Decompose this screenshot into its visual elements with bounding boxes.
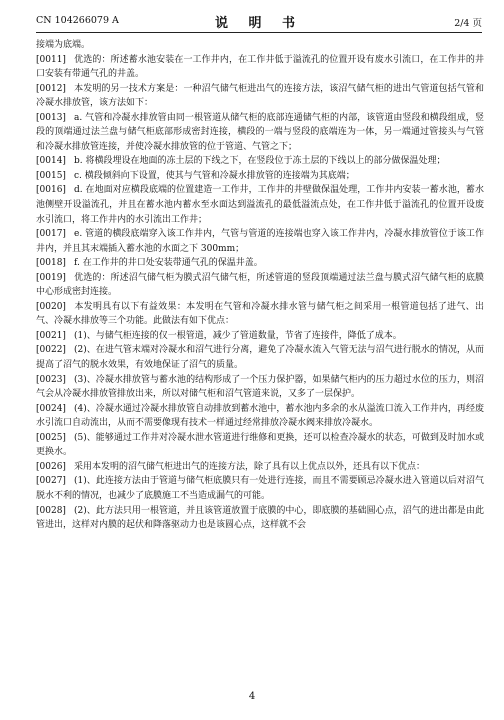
paragraph-number: [0028] (36, 505, 66, 516)
paragraph (36, 474, 484, 503)
paragraph-number: [0026] (36, 461, 66, 472)
paragraph (36, 256, 484, 271)
paragraph-text: (2)、此方法只用一根管道，并且该管道放置于底膜的中心，即底膜的基础圆心点，沼气的进出都是由此管进出，这样对内膜的起伏和降落驱动力也是该圆心点，这样就不会 (36, 505, 484, 531)
paragraph (36, 82, 484, 111)
paragraph (36, 402, 484, 431)
paragraph (36, 431, 484, 460)
paragraph-text: 本发明具有以下有益效果：本发明在气管和冷凝水排水管与储气柜之间采用一根管道包括了进气、出气、冷凝水排放等三个功能。此做法有如下优点： (36, 301, 484, 327)
paragraph-text: (5)、能够通过工作井对冷凝水泄水管道进行维修和更换，还可以检查冷凝水的状态，可做到及时加水或更换水。 (36, 432, 484, 458)
paragraph-text: 本发明的另一技术方案是：一种沼气储气柜进出气的连接方法，该沼气储气柜的进出气管道包括气管和冷凝水排放管，该方法如下： (36, 83, 484, 109)
paragraph-number: [0014] (36, 156, 66, 167)
paragraph-number: [0023] (36, 374, 66, 385)
paragraph-text: a. 气管和冷凝水排放管由同一根管道从储气柜的底部连通储气柜的内部，该管道由竖段和横段组成，竖段的顶端通过法兰盘与储气柜底部形成密封连接，横段的一端与竖段的底端连为一体，另一端通过管接头与气管和冷凝水排放管连接，并使冷凝水排放管的位于管道、气管之下； (36, 112, 484, 152)
paragraph-number: [0024] (36, 403, 66, 414)
paragraph-number: [0013] (36, 112, 66, 123)
paragraph-text: c. 横段倾斜向下设置，使其与气管和冷凝水排放管的连接端为其底端； (74, 170, 355, 181)
paragraph-text: 采用本发明的沼气储气柜进出气的连接方法，除了具有以上优点以外，还具有以下优点： (74, 461, 426, 472)
paragraph (36, 460, 484, 475)
paragraph (36, 271, 484, 300)
paragraph-number: [0012] (36, 83, 66, 94)
paragraph-number: [0022] (36, 345, 66, 356)
paragraph-number: [0016] (36, 185, 66, 196)
paragraph-number: [0015] (36, 170, 66, 181)
paragraph-text: 优选的：所述蓄水池安装在一工作井内，在工作井低于溢流孔的位置开设有废水引流口，在工作井的井口安装有带通气孔的井盖。 (36, 54, 484, 80)
paragraph (36, 111, 484, 155)
paragraph (36, 300, 484, 329)
paragraph-number: [0025] (36, 432, 66, 443)
paragraph-number: [0021] (36, 330, 66, 341)
document-body (36, 38, 484, 533)
paragraph-text: (2)、在进气管末端对冷凝水和沼气进行分离，避免了冷凝水流入气管无法与沼气进行脱水的情况，从而提高了沼气的脱水效果，有效地保证了沼气的质量。 (36, 345, 484, 371)
paragraph-number: [0019] (36, 272, 66, 283)
paragraph-number: [0027] (36, 476, 66, 487)
paragraph-text: b. 将横段埋设在地面的冻土层的下线之下，在竖段位于冻土层的下线以上的部分做保温处理； (74, 156, 446, 167)
paragraph-text: (3)、冷凝水排放管与蓄水池的结构形成了一个压力保护器，如果储气柜内的压力超过水位的压力，则沼气会从冷凝水排放管排放出来，所以对储气柜和沼气管道来说，又多了一层保护。 (36, 374, 484, 400)
paragraph (36, 373, 484, 402)
paragraph-text: 接端为底端。 (36, 40, 91, 50)
paragraph (36, 38, 484, 53)
paragraph (36, 227, 484, 256)
paragraph-number: [0011] (36, 54, 66, 65)
paragraph (36, 183, 484, 227)
paragraph (36, 53, 484, 82)
paragraph-number: [0020] (36, 301, 66, 312)
paragraph (36, 329, 484, 344)
paragraph-text: d. 在地面对应横段底端的位置建造一工作井，工作井的井壁做保温处理，工作井内安装一蓄水池，蓄水池侧壁开设溢流孔，并且在蓄水池内蓄水至水面达到溢流孔的最低溢流点处，在工作井低于溢流孔的位置开设废水引流口，将工作井内的水引流出工作井； (36, 185, 484, 225)
paragraph-text: f. 在工作井的井口处安装带通气孔的保温井盖。 (74, 258, 263, 269)
paragraph (36, 504, 484, 533)
paragraph (36, 169, 484, 184)
document-title: 说 明 书 (214, 16, 304, 31)
patent-number: CN 104266079 A (36, 15, 119, 26)
paragraph-text: e. 管道的横段底端穿入该工作井内，气管与管道的连接端也穿入该工作井内，冷凝水排放管位于该工作井内，并且其末端插入蓄水池的水面之下 300mm； (36, 229, 484, 254)
paragraph-text: 优选的：所述沼气储气柜为膜式沼气储气柜，所述管道的竖段顶端通过法兰盘与膜式沼气储气柜的底膜中心形成密封连接。 (36, 272, 484, 298)
paragraph-text: (1)、此连接方法由于管道与储气柜底膜只有一处进行连接，而且不需要顾忌冷凝水进入管道以后对沼气脱水不利的情况，也减少了底膜施工不当造成漏气的可能。 (36, 476, 484, 501)
paragraph-number: [0017] (36, 229, 66, 240)
page-number: 4 (248, 691, 256, 702)
page-header (36, 12, 482, 33)
paragraph-text: (1)、与储气柜连接的仅一根管道，减少了管道数量，节省了连接件，降低了成本。 (74, 330, 402, 341)
page-indicator: 2/4 页 (454, 18, 482, 29)
paragraph-text: (4)、冷凝水通过冷凝水排放管自动排放到蓄水池中，蓄水池内多余的水从溢流口流入工作井内，再经废水引流口自动流出，从而不需要像现有技术一样通过经常排放冷凝水阀来排放冷凝水。 (36, 403, 484, 429)
paragraph (36, 343, 484, 372)
paragraph-number: [0018] (36, 258, 66, 269)
paragraph (36, 154, 484, 169)
